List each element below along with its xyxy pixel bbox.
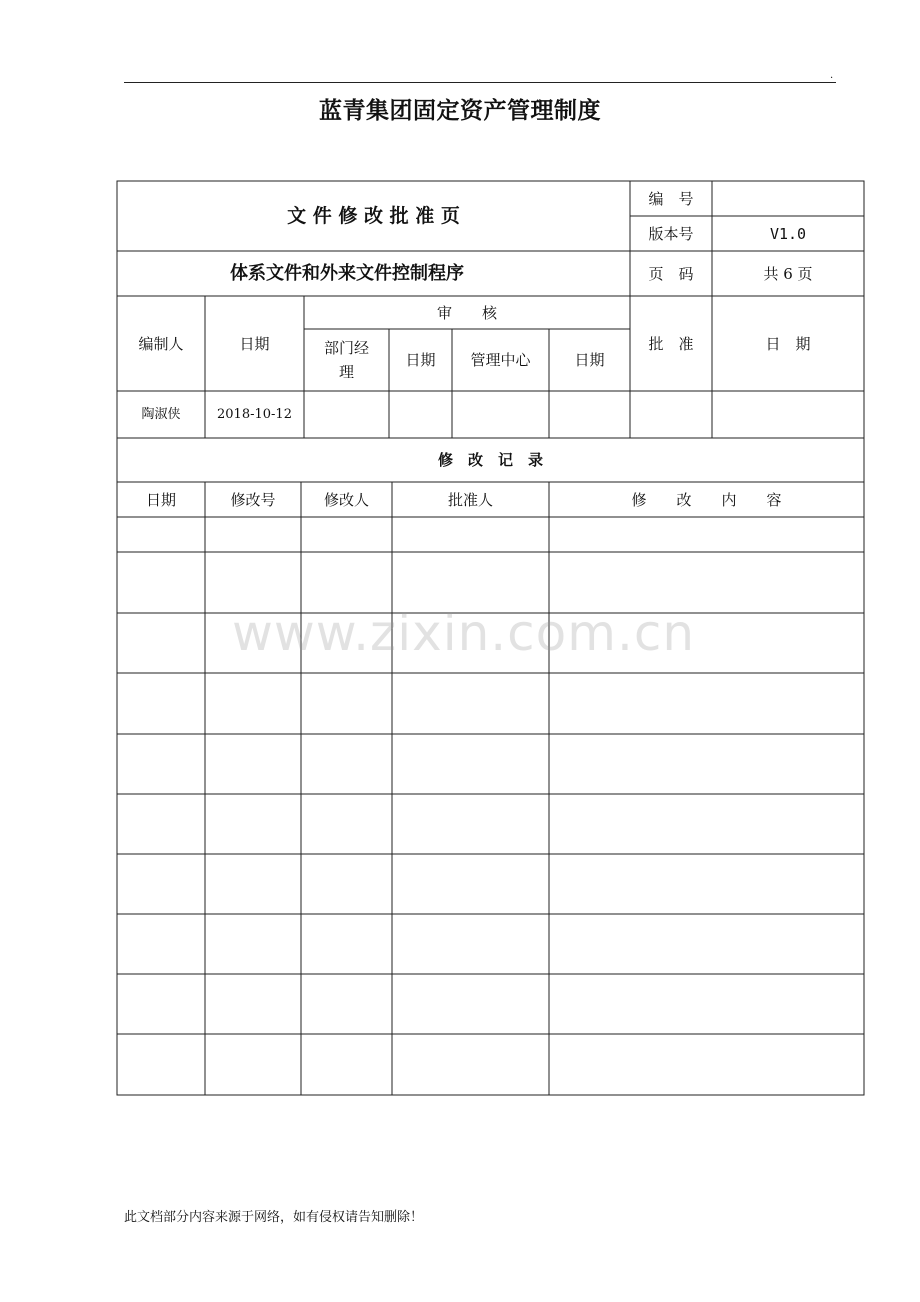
review-date2-header: 日期 (574, 351, 605, 369)
review-date1-header: 日期 (405, 351, 436, 369)
header-dot: . (830, 70, 834, 81)
revision-number-header: 修改号 (230, 490, 276, 509)
site-watermark: www.zixin.com.cn (232, 604, 696, 662)
dept-manager-line2: 理 (338, 363, 354, 381)
review-header: 审 核 (436, 303, 497, 322)
version-label: 版本号 (648, 224, 694, 243)
number-value (712, 181, 864, 216)
dept-manager-header (304, 329, 389, 391)
approver-header: 批准人 (447, 490, 493, 509)
author-header: 编制人 (138, 334, 184, 353)
document-title: 蓝青集团固定资产管理制度 (319, 98, 601, 124)
revision-date-header: 日期 (145, 490, 176, 509)
approve-date-header: 日 期 (765, 334, 811, 353)
revision-content-header: 修 改 内 容 (631, 490, 782, 509)
reviser-header: 修改人 (323, 490, 369, 509)
approve-header: 批 准 (648, 334, 694, 353)
date-header: 日期 (239, 334, 270, 353)
approval-page-heading: 文 件 修 改 批 准 页 (287, 205, 460, 227)
version-value: V1.0 (769, 224, 807, 243)
date-value: 2018-10-12 (217, 406, 292, 422)
page-label: 页 码 (648, 264, 694, 283)
page-count-value: 共 6 页 (763, 264, 813, 283)
author-value: 陶淑侠 (141, 406, 181, 422)
dept-manager-line1: 部门经 (323, 339, 369, 357)
controlled-document-name: 体系文件和外来文件控制程序 (230, 262, 464, 284)
number-label: 编 号 (648, 189, 694, 208)
footer-disclaimer: 此文档部分内容来源于网络，如有侵权请告知删除！ (124, 1210, 424, 1225)
revision-record-heading: 修 改 记 录 (437, 451, 543, 469)
mgmt-center-header: 管理中心 (470, 351, 531, 369)
